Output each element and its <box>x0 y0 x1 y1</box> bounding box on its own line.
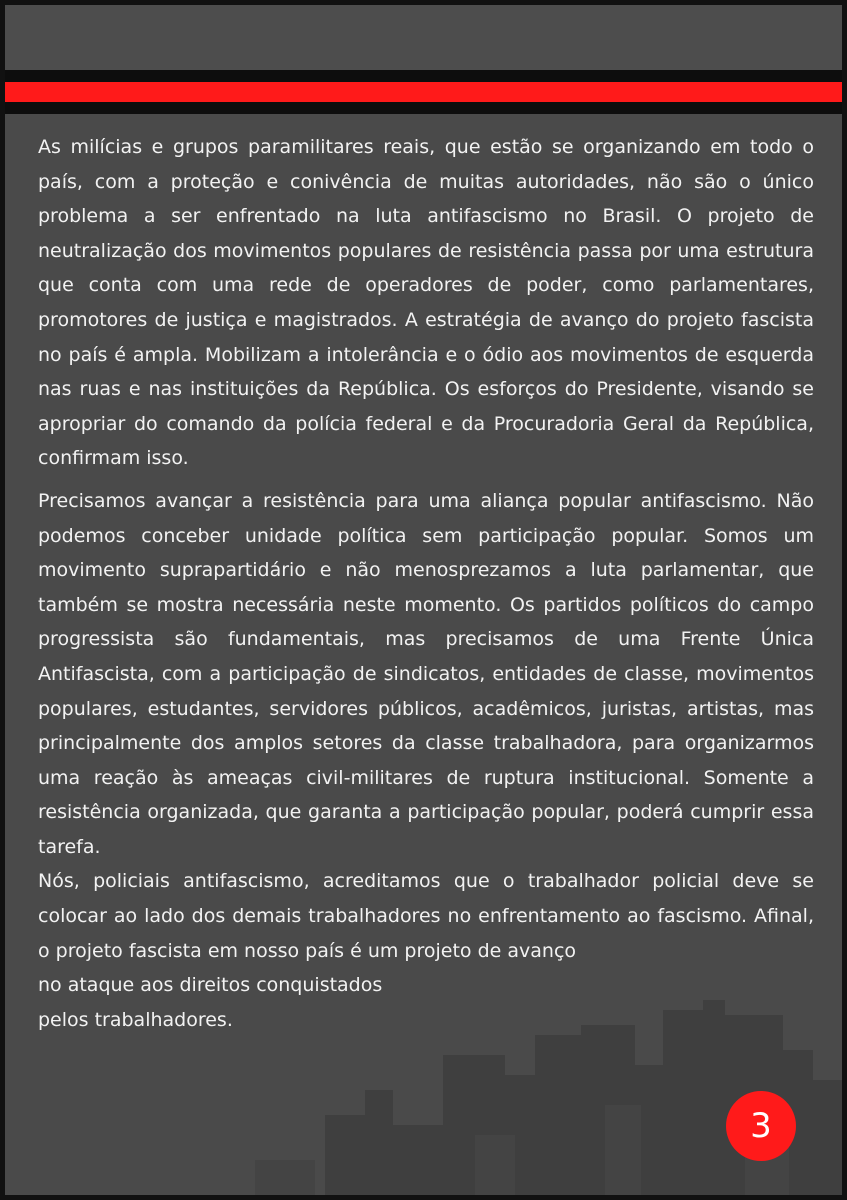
paragraph-3-line-2: no ataque aos direitos conquistados <box>38 974 383 997</box>
header-black-stripe-bottom <box>5 102 842 114</box>
paragraph-3 <box>38 864 814 1037</box>
paragraph-1: As milícias e grupos paramilitares reais, que estão se organizando em todo o país, com a proteção e conivência de muitas autoridades, não são o único problema a ser enfrentado na luta antifascismo no Brasil. O projeto de neutralização dos movimentos populares de resistência passa por uma estrutura que conta com uma rede de operadores de poder, como parlamentares, promotores de justiça e magistrados. A estratégia de avanço do projeto fascista no país é ampla. Mobilizam a intolerância e o ódio aos movimentos de esquerda nas ruas e nas instituições da República. Os esforços do Presidente, visando se apropriar do comando da polícia federal e da Procuradoria Geral da República, confirmam isso. <box>38 136 814 470</box>
paragraph-3-main: Nós, policiais antifascismo, acreditamos que o trabalhador policial deve se colocar ao lado dos demais trabalhadores no enfrentamento ao fascismo. Afinal, o projeto fascista em nosso país é um projeto de avanço <box>38 870 814 962</box>
paragraph-2: Precisamos avançar a resistência para uma aliança popular antifascismo. Não podemos conceber unidade política sem participação popular. Somos um movimento suprapartidário e não menosprezamos a luta parlamentar, que também se mostra necessária neste momento. Os partidos políticos do campo progressista são fundamentais, mas precisamos de uma Frente Única Antifascista, com a participação de sindicatos, entidades de classe, movimentos populares, estudantes, servidores públicos, acadêmicos, juristas, artistas, mas principalmente dos amplos setores da classe trabalhadora, para organizarmos uma reação às ameaças civil-militares de ruptura institucional. Somente a resistência organizada, que garanta a participação popular, poderá cumprir essa tarefa. <box>38 489 814 858</box>
header-black-stripe-top <box>5 70 842 82</box>
article-body <box>38 130 814 1037</box>
header-band <box>5 5 842 70</box>
paragraph-3-line-3: pelos trabalhadores. <box>38 1008 233 1031</box>
header-red-stripe <box>5 82 842 102</box>
page-number-badge: 3 <box>726 1091 796 1161</box>
